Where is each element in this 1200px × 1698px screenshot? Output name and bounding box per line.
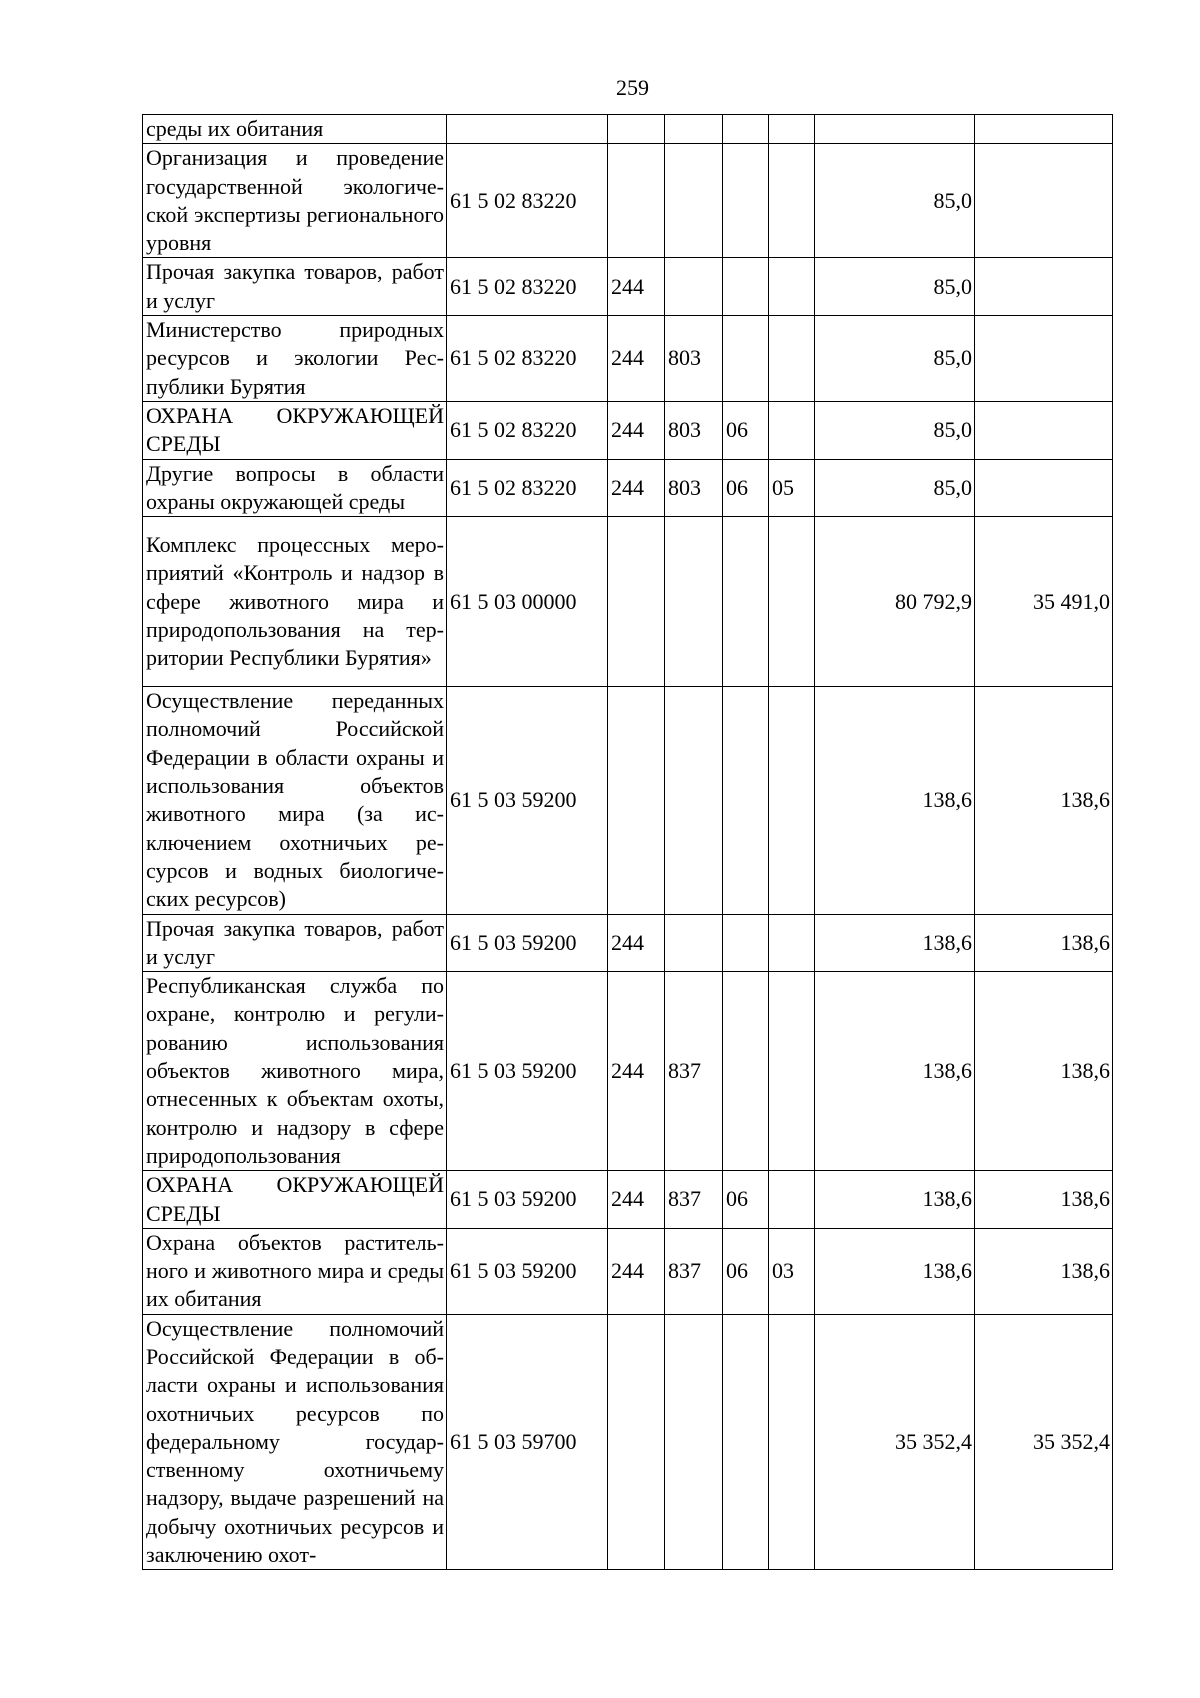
row-sum2: 138,6 [975, 1228, 1113, 1314]
row-code [447, 115, 608, 144]
row-name: Организация и проведение государственной экологической экспертизы регионального уровня [143, 144, 447, 258]
row-vr [608, 144, 665, 258]
row-pr [769, 316, 815, 402]
row-sum1: 35 352,4 [815, 1314, 975, 1570]
row-rz: 06 [723, 1228, 769, 1314]
row-sum1: 138,6 [815, 972, 975, 1171]
row-sum1: 138,6 [815, 1171, 975, 1229]
row-pr: 03 [769, 1228, 815, 1314]
row-sum1: 85,0 [815, 258, 975, 316]
row-sum1: 85,0 [815, 144, 975, 258]
row-grbs: 803 [665, 316, 723, 402]
row-vr [608, 115, 665, 144]
row-grbs [665, 258, 723, 316]
row-sum1: 85,0 [815, 316, 975, 402]
row-sum2: 138,6 [975, 972, 1113, 1171]
row-name: среды их обитания [143, 115, 447, 144]
row-vr [608, 517, 665, 687]
row-sum1: 85,0 [815, 401, 975, 459]
row-vr: 244 [608, 459, 665, 517]
row-pr [769, 517, 815, 687]
row-code: 61 5 03 59700 [447, 1314, 608, 1570]
row-code: 61 5 02 83220 [447, 316, 608, 402]
row-name: Комплекс процессных мероприятий «Контроль и надзор в сфере животного мира и природопользования на территории Республики Бурятия» [143, 517, 447, 687]
row-rz [723, 687, 769, 914]
table-row [143, 401, 1113, 459]
row-name: Республиканская служба по охране, контролю и регулированию использования объектов животного мира, отнесенных к объектам охоты, контролю и надзору в сфере природопользования [143, 972, 447, 1171]
row-sum2 [975, 401, 1113, 459]
row-name: Другие вопросы в области охраны окружающей среды [143, 459, 447, 517]
row-name: Осуществление переданных полномочий Российской Федерации в области охраны и использования объектов животного мира (за исключением охотничьих ресурсов и водных биологических ресурсов) [143, 687, 447, 914]
row-name: Прочая закупка товаров, работ и услуг [143, 914, 447, 972]
row-pr [769, 972, 815, 1171]
row-rz [723, 144, 769, 258]
budget-table [142, 114, 1113, 1570]
row-name: ОХРАНА ОКРУЖАЮЩЕЙ СРЕДЫ [143, 1171, 447, 1229]
row-code: 61 5 03 59200 [447, 972, 608, 1171]
row-grbs: 803 [665, 401, 723, 459]
table-row [143, 914, 1113, 972]
row-code: 61 5 02 83220 [447, 144, 608, 258]
row-sum2 [975, 459, 1113, 517]
row-vr [608, 687, 665, 914]
table-row [143, 1228, 1113, 1314]
row-grbs [665, 115, 723, 144]
row-code: 61 5 03 00000 [447, 517, 608, 687]
row-rz [723, 972, 769, 1171]
row-name: Осуществление полномочий Российской Федерации в области охраны и использования охотничьих ресурсов по федеральному государственному охотничьему надзору, выдаче разрешений на добычу охотничьих ресурсов и заключению охот- [143, 1314, 447, 1570]
row-grbs: 837 [665, 1171, 723, 1229]
row-pr [769, 401, 815, 459]
row-rz: 06 [723, 401, 769, 459]
row-vr: 244 [608, 401, 665, 459]
row-code: 61 5 03 59200 [447, 1171, 608, 1229]
row-rz [723, 258, 769, 316]
row-vr: 244 [608, 972, 665, 1171]
table-row [143, 459, 1113, 517]
row-grbs: 837 [665, 1228, 723, 1314]
row-vr: 244 [608, 1171, 665, 1229]
row-rz [723, 1314, 769, 1570]
row-sum2: 35 352,4 [975, 1314, 1113, 1570]
row-grbs [665, 517, 723, 687]
row-sum2: 138,6 [975, 1171, 1113, 1229]
row-grbs [665, 144, 723, 258]
table-row [143, 1314, 1113, 1570]
row-name: Охрана объектов растительного и животного мира и среды их обитания [143, 1228, 447, 1314]
table-row [143, 517, 1113, 687]
row-rz: 06 [723, 1171, 769, 1229]
row-rz: 06 [723, 459, 769, 517]
table-row [143, 115, 1113, 144]
row-name: Министерство природных ресурсов и экологии Республики Бурятия [143, 316, 447, 402]
row-rz [723, 914, 769, 972]
table-row [143, 144, 1113, 258]
row-sum2 [975, 316, 1113, 402]
row-code: 61 5 03 59200 [447, 914, 608, 972]
row-pr [769, 1171, 815, 1229]
row-grbs: 803 [665, 459, 723, 517]
table-row [143, 1171, 1113, 1229]
row-sum1 [815, 115, 975, 144]
row-rz [723, 517, 769, 687]
row-vr: 244 [608, 316, 665, 402]
row-vr [608, 1314, 665, 1570]
row-sum1: 138,6 [815, 914, 975, 972]
row-code: 61 5 02 83220 [447, 258, 608, 316]
row-grbs [665, 1314, 723, 1570]
row-pr [769, 144, 815, 258]
table-row [143, 316, 1113, 402]
row-sum2: 138,6 [975, 914, 1113, 972]
row-grbs: 837 [665, 972, 723, 1171]
row-rz [723, 316, 769, 402]
row-code: 61 5 02 83220 [447, 401, 608, 459]
row-vr: 244 [608, 258, 665, 316]
row-vr: 244 [608, 1228, 665, 1314]
row-sum2: 138,6 [975, 687, 1113, 914]
row-sum1: 85,0 [815, 459, 975, 517]
row-rz [723, 115, 769, 144]
row-pr [769, 1314, 815, 1570]
row-grbs [665, 914, 723, 972]
row-sum2 [975, 144, 1113, 258]
table-row [143, 972, 1113, 1171]
row-pr [769, 115, 815, 144]
row-pr [769, 687, 815, 914]
row-sum1: 80 792,9 [815, 517, 975, 687]
row-grbs [665, 687, 723, 914]
row-code: 61 5 03 59200 [447, 687, 608, 914]
row-code: 61 5 02 83220 [447, 459, 608, 517]
table-row [143, 687, 1113, 914]
row-sum2 [975, 115, 1113, 144]
page-number: 259 [616, 75, 649, 100]
row-sum1: 138,6 [815, 1228, 975, 1314]
row-pr [769, 258, 815, 316]
row-vr: 244 [608, 914, 665, 972]
table-row [143, 258, 1113, 316]
row-code: 61 5 03 59200 [447, 1228, 608, 1314]
row-name: ОХРАНА ОКРУЖАЮЩЕЙ СРЕДЫ [143, 401, 447, 459]
row-pr [769, 914, 815, 972]
row-name: Прочая закупка товаров, работ и услуг [143, 258, 447, 316]
row-sum1: 138,6 [815, 687, 975, 914]
row-pr: 05 [769, 459, 815, 517]
row-sum2: 35 491,0 [975, 517, 1113, 687]
row-sum2 [975, 258, 1113, 316]
